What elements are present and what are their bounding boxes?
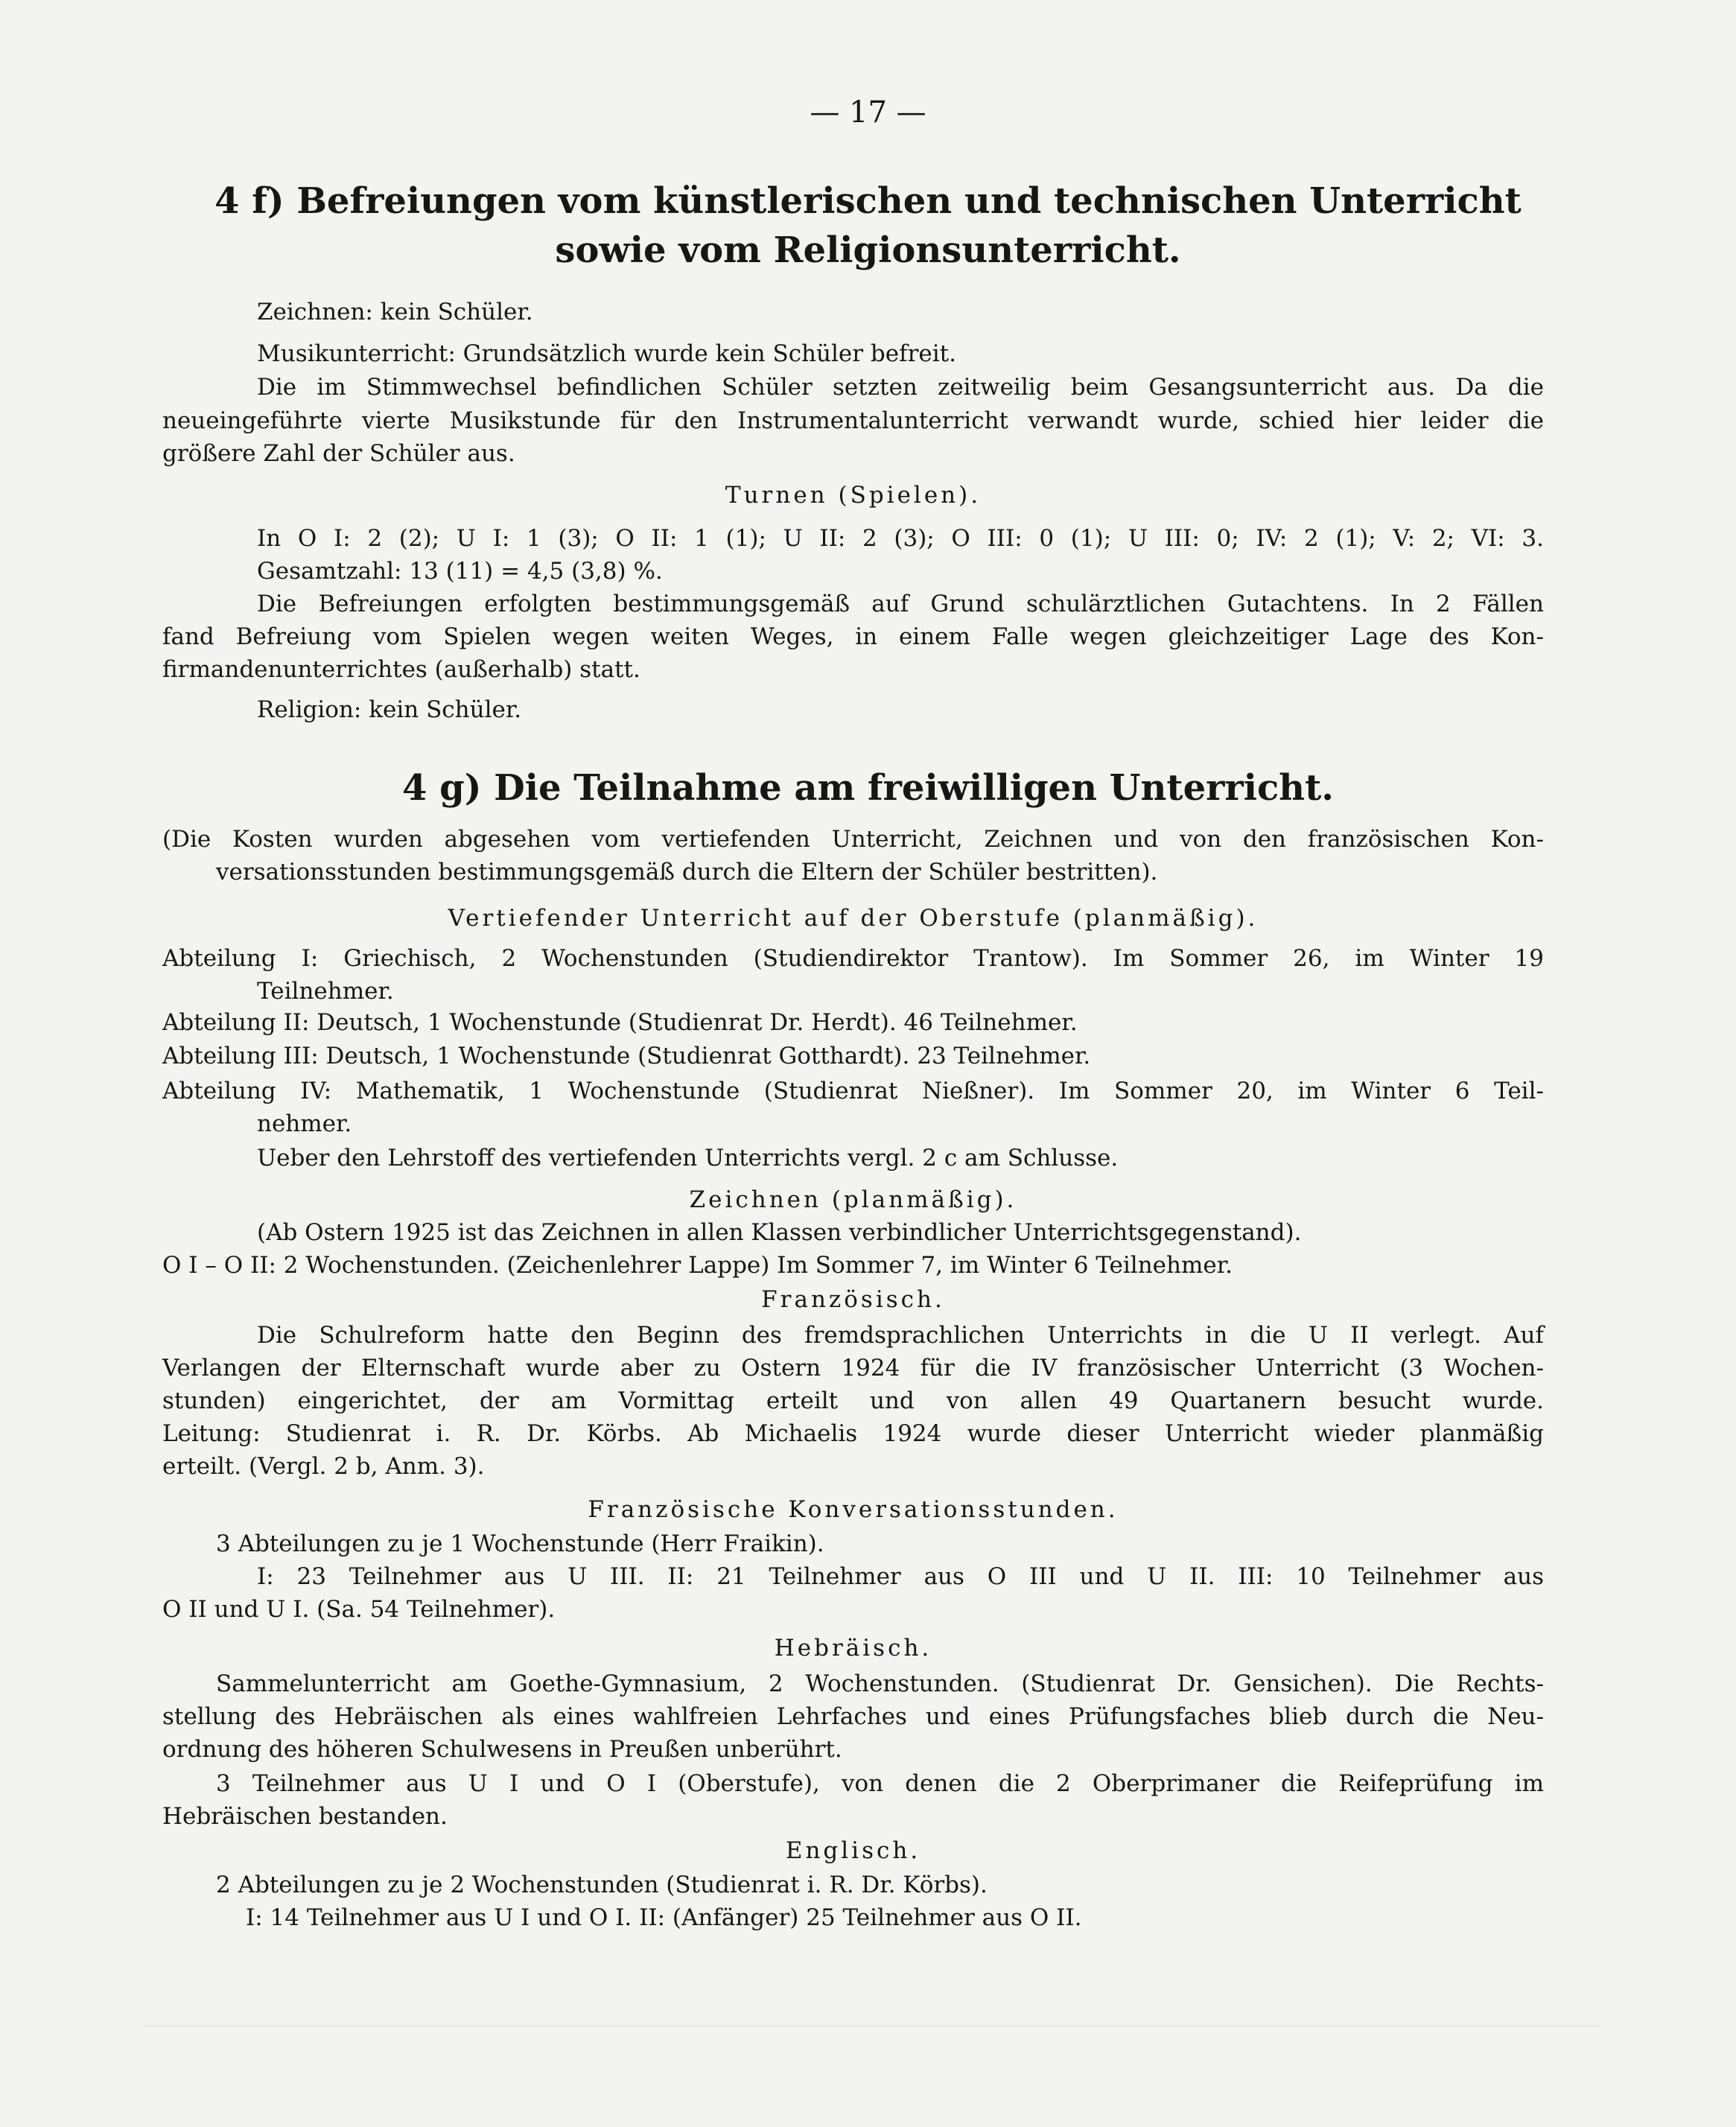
paragraph-line: firmandenunterrichtes (außerhalb) statt. [162, 656, 640, 683]
turnen-subheading: Turnen (Spielen). [725, 482, 982, 509]
turnen-counts: In O I: 2 (2); U I: 1 (3); O II: 1 (1); U II: 2 (3); O III: 0 (1); U III: 0; IV: 2 (1); V: 2; VI: 3. [257, 525, 1544, 552]
paragraph-line: Die Befreiungen erfolgten bestimmungsgemäß auf Grund schulärztlichen Gutachtens. In 2 Fällen [257, 591, 1544, 617]
paragraph-line: I: 14 Teilnehmer aus U I und O I. II: (Anfänger) 25 Teilnehmer aus O II. [246, 1904, 1082, 1931]
paragraph-line: nehmer. [257, 1110, 352, 1137]
section-f-heading-line-2: sowie vom Religionsunterricht. [555, 229, 1181, 271]
hebraeisch-subheading: Hebräisch. [774, 1635, 932, 1662]
paragraph-line: erteilt. (Vergl. 2 b, Anm. 3). [162, 1453, 485, 1480]
paragraph-line: O II und U I. (Sa. 54 Teilnehmer). [162, 1596, 556, 1623]
paragraph-line: (Die Kosten wurden abgesehen vom vertiefenden Unterricht, Zeichnen und von den französischen Kon- [162, 826, 1544, 853]
zeichnen-subheading: Zeichnen (planmäßig). [689, 1186, 1017, 1213]
konversationsstunden-subheading: Französische Konversationsstunden. [588, 1496, 1119, 1523]
paragraph-line: Leitung: Studienrat i. R. Dr. Körbs. Ab Michaelis 1924 wurde dieser Unterricht wieder planmäßig [162, 1420, 1544, 1447]
paragraph-line: (Ab Ostern 1925 ist das Zeichnen in allen Klassen verbindlicher Unterrichtsgegenstand). [257, 1219, 1302, 1246]
paragraph-line: 2 Abteilungen zu je 2 Wochenstunden (Studienrat i. R. Dr. Körbs). [216, 1872, 988, 1898]
paragraph-line: 3 Teilnehmer aus U I und O I (Oberstufe), von denen die 2 Oberprimaner die Reifeprüfung im [216, 1770, 1544, 1797]
paragraph-line: Ueber den Lehrstoff des vertiefenden Unterrichts vergl. 2 c am Schlusse. [257, 1145, 1119, 1171]
section-f-heading-line-1: 4 f) Befreiungen vom künstlerischen und technischen Unterricht [214, 180, 1522, 222]
paragraph-line: Sammelunterricht am Goethe-Gymnasium, 2 Wochenstunden. (Studienrat Dr. Gensichen). Die Rechts- [216, 1670, 1544, 1697]
vertiefender-unterricht-subheading: Vertiefender Unterricht auf der Oberstufe (planmäßig). [448, 905, 1259, 932]
paragraph-line: I: 23 Teilnehmer aus U III. II: 21 Teilnehmer aus O III und U II. III: 10 Teilnehmer aus [257, 1563, 1544, 1590]
paragraph-line: Teilnehmer. [257, 978, 394, 1005]
musikunterricht-befreiung: Musikunterricht: Grundsätzlich wurde kein Schüler befreit. [257, 340, 956, 367]
paragraph-line: Die Schulreform hatte den Beginn des fremdsprachlichen Unterrichts in die U II verlegt. Auf [257, 1322, 1544, 1349]
abteilung-line: Abteilung I: Griechisch, 2 Wochenstunden (Studiendirektor Trantow). Im Sommer 26, im Winter 19 [162, 945, 1544, 972]
paragraph-line: Verlangen der Elternschaft wurde aber zu Ostern 1924 für die IV französischer Unterricht (3 Wochen- [162, 1355, 1544, 1382]
turnen-total: Gesamtzahl: 13 (11) = 4,5 (3,8) %. [257, 558, 663, 585]
paragraph-line: stellung des Hebräischen als eines wahlfreien Lehrfaches und eines Prüfungsfaches blieb durch die Neu- [162, 1703, 1544, 1730]
franzoesisch-subheading: Französisch. [761, 1286, 945, 1313]
paragraph-line: O I – O II: 2 Wochenstunden. (Zeichenlehrer Lappe) Im Sommer 7, im Winter 6 Teilnehmer. [162, 1252, 1233, 1279]
section-g-heading: 4 g) Die Teilnahme am freiwilligen Unterricht. [402, 767, 1334, 809]
englisch-subheading: Englisch. [785, 1837, 921, 1864]
paragraph-line: neueingeführte vierte Musikstunde für den Instrumentalunterricht verwandt wurde, schied hier leider die [162, 407, 1544, 434]
paragraph-line: fand Befreiung vom Spielen wegen weiten Weges, in einem Falle wegen gleichzeitiger Lage des Kon- [162, 623, 1544, 650]
page-number: — 17 — [810, 95, 926, 130]
paragraph-line: Hebräischen bestanden. [162, 1803, 448, 1830]
abteilung-line: Abteilung III: Deutsch, 1 Wochenstunde (Studienrat Gotthardt). 23 Teilnehmer. [162, 1043, 1091, 1069]
zeichnen-befreiung: Zeichnen: kein Schüler. [257, 299, 533, 325]
paragraph-line: größere Zahl der Schüler aus. [162, 440, 515, 467]
paragraph-line: 3 Abteilungen zu je 1 Wochenstunde (Herr Fraikin). [216, 1530, 824, 1557]
religion-befreiung: Religion: kein Schüler. [257, 696, 522, 723]
paragraph-line: Die im Stimmwechsel befindlichen Schüler setzten zeitweilig beim Gesangsunterricht aus. Da die [257, 374, 1544, 401]
abteilung-line: Abteilung IV: Mathematik, 1 Wochenstunde (Studienrat Nießner). Im Sommer 20, im Winter 6 Teil- [162, 1078, 1544, 1104]
paragraph-line: versationsstunden bestimmungsgemäß durch die Eltern der Schüler bestritten). [216, 859, 1158, 886]
paragraph-line: stunden) eingerichtet, der am Vormittag erteilt und von allen 49 Quartanern besucht wurde. [162, 1387, 1544, 1414]
paragraph-line: ordnung des höheren Schulwesens in Preußen unberührt. [162, 1736, 842, 1763]
abteilung-line: Abteilung II: Deutsch, 1 Wochenstunde (Studienrat Dr. Herdt). 46 Teilnehmer. [162, 1009, 1078, 1036]
